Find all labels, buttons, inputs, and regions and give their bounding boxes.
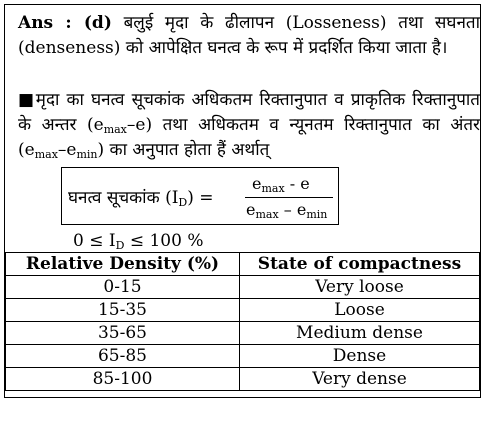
table-header-row	[6, 253, 480, 276]
relative-density-cell: 85-100	[6, 368, 240, 391]
range-right: ≤ 100 %	[124, 231, 204, 251]
bullet-icon: ■	[18, 90, 36, 110]
header-relative-density: Relative Density (%)	[6, 253, 240, 276]
answer-text: बलुई मृदा के ढीलापन (Losseness) तथा सघनता (denseness) को आपेक्षित घनत्व के रूप में प्रदर्शित किया जाता है।	[18, 13, 480, 58]
formula-lhs-sub: D	[178, 196, 188, 209]
explanation-part2: –e) तथा अधिकतम व न्यूनतम रिक्तानुपात का अंतर (e	[18, 115, 480, 160]
explanation-part3: ) का अनुपात होता हैं अर्थात्	[97, 140, 270, 160]
answer-label: Ans : (d)	[18, 13, 112, 33]
explanation-paragraph	[18, 88, 480, 163]
table-row	[6, 345, 480, 368]
header-state-of-compactness: State of compactness	[240, 253, 480, 276]
fraction-bar	[245, 197, 333, 198]
relative-density-cell: 65-85	[6, 345, 240, 368]
denominator-sub-2: min	[306, 208, 328, 221]
table-row	[6, 276, 480, 299]
range-sub: D	[115, 239, 125, 252]
relative-density-table	[5, 252, 480, 391]
subscript-min: min	[76, 148, 98, 161]
relative-density-cell: 35-65	[6, 322, 240, 345]
formula-lhs	[68, 185, 214, 208]
numerator-e: e	[252, 174, 262, 193]
formula-lhs-text: घनत्व सूचकांक	[68, 188, 160, 208]
compactness-cell: Dense	[240, 345, 480, 368]
compactness-cell: Very loose	[240, 276, 480, 299]
answer-paragraph	[18, 11, 480, 61]
density-index-formula	[61, 167, 339, 225]
formula-numerator	[252, 174, 310, 193]
subscript-max-2: max	[34, 148, 58, 161]
formula-lhs-symbol: (I	[165, 188, 179, 208]
numerator-sub: max	[261, 182, 285, 195]
denominator-mid: – e	[278, 200, 307, 219]
relative-density-cell: 15-35	[6, 299, 240, 322]
compactness-cell: Very dense	[240, 368, 480, 391]
range-left: 0 ≤ I	[73, 231, 116, 251]
explanation-part1: मृदा का घनत्व सूचकांक अधिकतम रिक्तानुपात व प्राकृतिक रिक्तानुपात के अन्तर (e	[18, 90, 480, 135]
compactness-cell: Medium dense	[240, 322, 480, 345]
density-index-range	[73, 231, 203, 251]
denominator-e: e	[246, 200, 256, 219]
table-row	[6, 322, 480, 345]
formula-denominator	[246, 200, 327, 219]
explanation-minus: –e	[57, 140, 77, 160]
denominator-sub: max	[255, 208, 279, 221]
compactness-cell: Loose	[240, 299, 480, 322]
formula-lhs-close: ) =	[187, 188, 214, 208]
numerator-rest: - e	[284, 174, 310, 193]
table-row	[6, 299, 480, 322]
subscript-max: max	[103, 123, 127, 136]
relative-density-cell: 0-15	[6, 276, 240, 299]
table-row	[6, 368, 480, 391]
